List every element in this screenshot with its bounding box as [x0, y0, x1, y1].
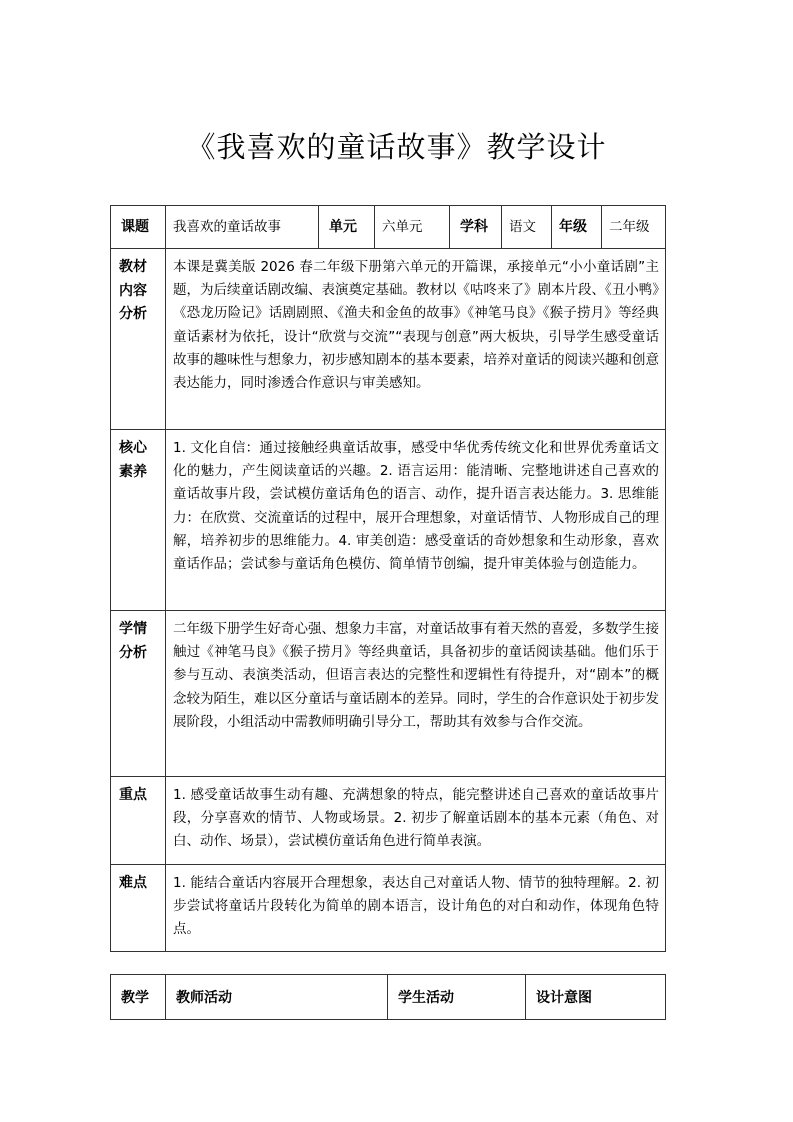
- section-label: 核心 素养: [119, 440, 147, 480]
- unit-value: 六单元: [382, 219, 423, 235]
- section-text: 二年级下册学生好奇心强、想象力丰富，对童话故事有着天然的喜爱，多数学生接触过《神笔马良》《猴子捞月》等经典童话，具备初步的童话阅读基础。他们乐于参与互动、表演类活动，但语言表达的完整性和逻辑性有待提升，对“剧本”的概念较为陌生，难以区分童话与童话剧本的差异。同时，学生的合作意识处于初步发展阶段，小组活动中需教师明确引导分工，帮助其有效参与合作交流。: [173, 621, 659, 730]
- section-row-difficulties: [111, 865, 666, 952]
- section-label: 学情 分析: [119, 621, 147, 661]
- process-col-intent: 设计意图: [536, 990, 592, 1006]
- section-text: 1. 文化自信：通过接触经典童话故事，感受中华优秀传统文化和世界优秀童话文化的魅力，产生阅读童话的兴趣。2. 语言运用：能清晰、完整地讲述自己喜欢的童话故事片段，尝试模仿童话角色的语言、动作，提升语言表达能力。3. 思维能力：在欣赏、交流童话的过程中，展开合理想象，对童话情节、人物形成自己的理解，培养初步的思维能力。4. 审美创造：感受童话的奇妙想象和生动形象，喜欢童话作品；尝试参与童话角色模仿、简单情节创编，提升审美体验与创造能力。: [173, 440, 659, 573]
- topic-value: 我喜欢的童话故事: [173, 219, 281, 235]
- teaching-process-table: [110, 974, 666, 1020]
- section-label: 教材 内容 分析: [119, 259, 147, 322]
- subject-label: 学科: [460, 219, 488, 235]
- grade-label: 年级: [559, 219, 587, 235]
- grade-value: 二年级: [609, 219, 650, 235]
- section-row-material-analysis: [111, 249, 666, 430]
- subject-value: 语文: [509, 219, 536, 235]
- process-col-teacher: 教师活动: [176, 990, 232, 1006]
- lesson-plan-table: [110, 205, 666, 952]
- process-col-stage: 教学: [121, 990, 149, 1006]
- section-text: 1. 感受童话故事生动有趣、充满想象的特点，能完整讲述自己喜欢的童话故事片段，分享喜欢的情节、人物或场景。2. 初步了解童话剧本的基本元素（角色、对白、动作、场景），尝试模仿童话角色进行简单表演。: [173, 787, 659, 850]
- topic-label: 课题: [121, 219, 149, 235]
- section-text: 1. 能结合童话内容展开合理想象，表达自己对童话人物、情节的独特理解。2. 初步尝试将童话片段转化为简单的剧本语言，设计角色的对白和动作，体现角色特点。: [173, 875, 659, 938]
- section-text: 本课是冀美版 2026 春二年级下册第六单元的开篇课，承接单元“小小童话剧”主题，为后续童话剧改编、表演奠定基础。教材以《咕咚来了》剧本片段、《丑小鸭》《恐龙历险记》话剧剧照、《渔夫和金鱼的故事》《神笔马良》《猴子捞月》等经典童话素材为依托，设计“欣赏与交流”“表现与创意”两大板块，引导学生感受童话故事的趣味性与想象力，初步感知剧本的基本要素，培养对童话的阅读兴趣和创意表达能力，同时渗透合作意识与审美感知。: [173, 259, 659, 392]
- process-col-student: 学生活动: [398, 990, 454, 1006]
- unit-label: 单元: [329, 219, 357, 235]
- process-header-row: [111, 975, 666, 1020]
- section-label: 难点: [119, 875, 147, 891]
- section-label: 重点: [119, 787, 147, 803]
- section-row-student-analysis: [111, 611, 666, 777]
- info-row: [111, 206, 666, 249]
- document-title: 《我喜欢的童话故事》教学设计: [186, 130, 607, 164]
- section-row-core-literacy: [111, 430, 666, 611]
- section-row-key-points: [111, 777, 666, 865]
